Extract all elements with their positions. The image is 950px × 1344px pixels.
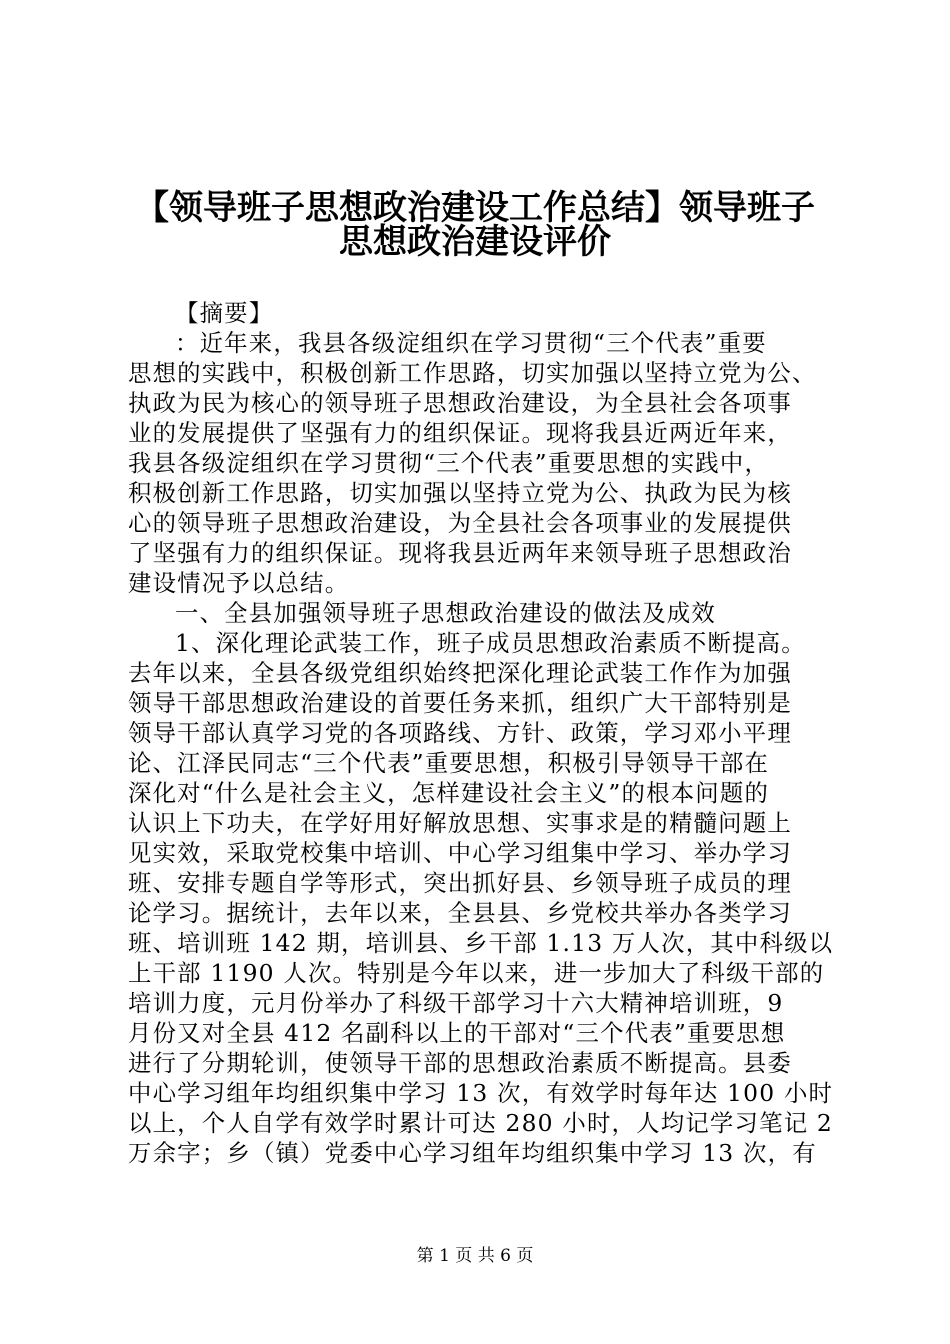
body-line: 了坚强有力的组织保证。现将我县近两年来领导班子思想政治 — [128, 539, 792, 567]
body-line: ：近年来，我县各级淀组织在学习贯彻“三个代表”重要 — [175, 329, 767, 357]
body-line: 业的发展提供了坚强有力的组织保证。现将我县近两近年来， — [128, 419, 792, 447]
body-line: 见实效，采取党校集中培训、中心学习组集中学习、举办学习 — [128, 839, 792, 867]
subsection-heading: 1、深化理论武装工作，班子成员思想政治素质不断提高。 — [175, 629, 806, 657]
body-line: 积极创新工作思路，切实加强以坚持立党为公、执政为民为核 — [128, 479, 792, 507]
body-line: 执政为民为核心的领导班子思想政治建设，为全县社会各项事 — [128, 389, 792, 417]
section-heading: 一、全县加强领导班子思想政治建设的做法及成效 — [175, 599, 716, 627]
body-line: 领导干部思想政治建设的首要任务来抓，组织广大干部特别是 — [128, 689, 792, 717]
body-line: 中心学习组年均组织集中学习 13 次，有效学时每年达 100 小时 — [128, 1079, 834, 1107]
body-line: 认识上下功夫，在学好用好解放思想、实事求是的精髓问题上 — [128, 809, 792, 837]
abstract-label: 【摘要】 — [175, 299, 274, 327]
body-line: 培训力度，元月份举办了科级干部学习十六大精神培训班，9 — [128, 989, 784, 1017]
body-line: 心的领导班子思想政治建设，为全县社会各项事业的发展提供 — [128, 509, 792, 537]
body-line: 领导干部认真学习党的各项路线、方针、政策，学习邓小平理 — [128, 719, 792, 747]
body-line: 思想的实践中，积极创新工作思路，切实加强以坚持立党为公、 — [128, 359, 817, 387]
body-line: 我县各级淀组织在学习贯彻“三个代表”重要思想的实践中， — [128, 449, 770, 477]
document-body — [128, 298, 834, 1168]
body-line: 论学习。据统计，去年以来，全县县、乡党校共举办各类学习 — [128, 899, 792, 927]
body-line: 班、培训班 142 期，培训县、乡干部 1.13 万人次，其中科级以 — [128, 929, 834, 957]
body-line: 班、安排专题自学等形式，突出抓好县、乡领导班子成员的理 — [128, 869, 792, 897]
body-line: 深化对“什么是社会主义，怎样建设社会主义”的根本问题的 — [128, 779, 770, 807]
body-line: 论、江泽民同志“三个代表”重要思想，积极引导领导干部在 — [128, 749, 770, 777]
body-line: 万余字；乡（镇）党委中心学习组年均组织集中学习 13 次，有 — [128, 1139, 817, 1167]
body-line: 上干部 1190 人次。特别是今年以来，进一步加大了科级干部的 — [128, 959, 825, 987]
body-line: 月份又对全县 412 名副科以上的干部对“三个代表”重要思想 — [128, 1019, 786, 1047]
page-indicator: 第 1 页 共 6 页 — [416, 1246, 534, 1266]
body-line: 进行了分期轮训，使领导干部的思想政治素质不断提高。县委 — [128, 1049, 792, 1077]
document-title-line-2: 思想政治建设评价 — [339, 222, 611, 262]
body-line: 以上，个人自学有效学时累计可达 280 小时，人均记学习笔记 2 — [128, 1109, 833, 1137]
document-title-line-1: 【领导班子思想政治建设工作总结】领导班子 — [135, 188, 815, 228]
body-line: 去年以来，全县各级党组织始终把深化理论武装工作作为加强 — [128, 659, 792, 687]
body-line: 建设情况予以总结。 — [128, 569, 350, 597]
